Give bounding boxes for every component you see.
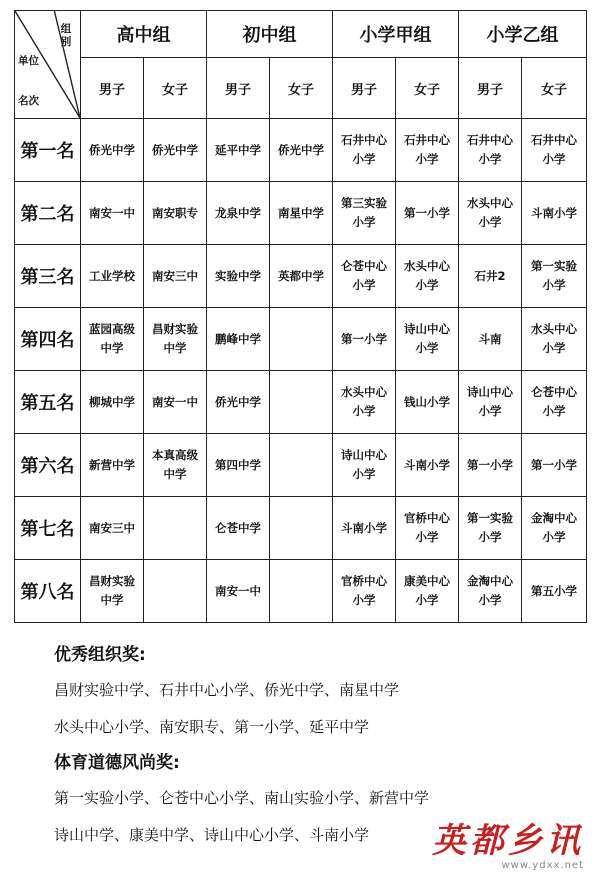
result-cell: 钱山小学 (396, 371, 459, 434)
rank-label: 第八名 (15, 560, 81, 623)
result-cell: 斗南小学 (522, 182, 587, 245)
result-cell (144, 497, 207, 560)
result-cell (270, 560, 333, 623)
table-row (15, 182, 587, 245)
result-cell: 第一实验 小学 (459, 497, 522, 560)
sportsmanship-award-title: 体育道德风尚奖: (54, 753, 180, 773)
sportsmanship-award-line: 第一实验小学、仑苍中心小学、南山实验小学、新营中学 (54, 789, 430, 807)
result-cell: 第五小学 (522, 560, 587, 623)
result-cell: 南安一中 (207, 560, 270, 623)
result-cell: 水头中心 小学 (333, 371, 396, 434)
result-cell: 南安三中 (81, 497, 144, 560)
group-header-primary-a: 小学甲组 (333, 11, 459, 58)
rank-label: 第一名 (15, 119, 81, 182)
result-cell: 第一小学 (459, 434, 522, 497)
gender-header: 男子 (459, 58, 522, 119)
result-cell: 柳城中学 (81, 371, 144, 434)
result-cell: 康美中心 小学 (396, 560, 459, 623)
result-cell: 仑苍中学 (207, 497, 270, 560)
result-cell: 南安三中 (144, 245, 207, 308)
result-cell: 昌财实验 中学 (144, 308, 207, 371)
result-cell: 诗山中心 小学 (333, 434, 396, 497)
result-cell (270, 308, 333, 371)
result-cell (270, 497, 333, 560)
result-cell: 石井2 (459, 245, 522, 308)
result-cell: 昌财实验 中学 (81, 560, 144, 623)
corner-header-cell (15, 11, 81, 119)
result-cell: 新营中学 (81, 434, 144, 497)
group-header-primary-b: 小学乙组 (459, 11, 587, 58)
result-cell: 南星中学 (270, 182, 333, 245)
result-cell: 水头中心 小学 (522, 308, 587, 371)
table-row (15, 371, 587, 434)
table-row (15, 308, 587, 371)
result-cell: 石井中心 小学 (522, 119, 587, 182)
result-cell: 龙泉中学 (207, 182, 270, 245)
table-row (15, 497, 587, 560)
result-cell: 斗南小学 (333, 497, 396, 560)
gender-header: 女子 (522, 58, 587, 119)
result-cell: 实验中学 (207, 245, 270, 308)
result-cell: 官桥中心 小学 (333, 560, 396, 623)
result-cell: 南安一中 (144, 371, 207, 434)
table-row (15, 245, 587, 308)
organization-award-line: 水头中心小学、南安职专、第一小学、延平中学 (54, 718, 370, 736)
result-cell: 金淘中心 小学 (522, 497, 587, 560)
result-cell: 诗山中心 小学 (459, 371, 522, 434)
gender-header: 女子 (144, 58, 207, 119)
rank-label: 第三名 (15, 245, 81, 308)
group-header-high-school: 高中组 (81, 11, 207, 58)
result-cell: 石井中心 小学 (396, 119, 459, 182)
result-cell: 南安一中 (81, 182, 144, 245)
result-cell (144, 560, 207, 623)
table-row (15, 434, 587, 497)
table-row (15, 119, 587, 182)
result-cell: 第一实验 小学 (522, 245, 587, 308)
result-cell: 工业学校 (81, 245, 144, 308)
result-cell: 官桥中心 小学 (396, 497, 459, 560)
gender-header: 男子 (207, 58, 270, 119)
rank-label: 第五名 (15, 371, 81, 434)
rank-label: 第四名 (15, 308, 81, 371)
gender-header: 男子 (81, 58, 144, 119)
corner-label-rank: 名次 (18, 95, 39, 107)
sportsmanship-award-line: 诗山中学、康美中学、诗山中心小学、斗南小学 (54, 826, 370, 844)
result-cell: 鹏峰中学 (207, 308, 270, 371)
result-cell: 侨光中学 (270, 119, 333, 182)
table-row (15, 560, 587, 623)
watermark-url: www.ydxx.net (501, 860, 584, 871)
site-watermark (432, 822, 584, 871)
result-cell: 斗南 (459, 308, 522, 371)
corner-label-unit: 单位 (18, 55, 39, 67)
result-cell: 斗南小学 (396, 434, 459, 497)
result-cell: 仑苍中心 小学 (522, 371, 587, 434)
gender-header: 女子 (270, 58, 333, 119)
watermark-logo-text: 英都乡讯 (432, 821, 584, 861)
result-cell: 诗山中心 小学 (396, 308, 459, 371)
result-cell: 第一小学 (396, 182, 459, 245)
gender-header: 男子 (333, 58, 396, 119)
organization-award-line: 昌财实验中学、石井中心小学、侨光中学、南星中学 (54, 681, 400, 699)
group-header-middle-school: 初中组 (207, 11, 333, 58)
result-cell (270, 434, 333, 497)
result-cell: 侨光中学 (81, 119, 144, 182)
result-cell (270, 371, 333, 434)
rank-label: 第二名 (15, 182, 81, 245)
result-cell: 南安职专 (144, 182, 207, 245)
organization-award-title: 优秀组织奖: (54, 645, 146, 665)
result-cell: 本真高级 中学 (144, 434, 207, 497)
result-cell: 第三实验 小学 (333, 182, 396, 245)
result-cell: 石井中心 小学 (459, 119, 522, 182)
result-cell: 英都中学 (270, 245, 333, 308)
result-cell: 蓝园高级 中学 (81, 308, 144, 371)
result-cell: 仑苍中心 小学 (333, 245, 396, 308)
result-cell: 第四中学 (207, 434, 270, 497)
result-cell: 侨光中学 (207, 371, 270, 434)
result-cell: 水头中心 小学 (396, 245, 459, 308)
result-cell: 金淘中心 小学 (459, 560, 522, 623)
gender-header: 女子 (396, 58, 459, 119)
results-table (14, 10, 587, 623)
result-cell: 第一小学 (333, 308, 396, 371)
result-cell: 水头中心 小学 (459, 182, 522, 245)
result-cell: 石井中心 小学 (333, 119, 396, 182)
result-cell: 第一小学 (522, 434, 587, 497)
result-cell: 侨光中学 (144, 119, 207, 182)
result-cell: 延平中学 (207, 119, 270, 182)
rank-label: 第七名 (15, 497, 81, 560)
corner-label-group: 组别 (60, 23, 72, 48)
rank-label: 第六名 (15, 434, 81, 497)
